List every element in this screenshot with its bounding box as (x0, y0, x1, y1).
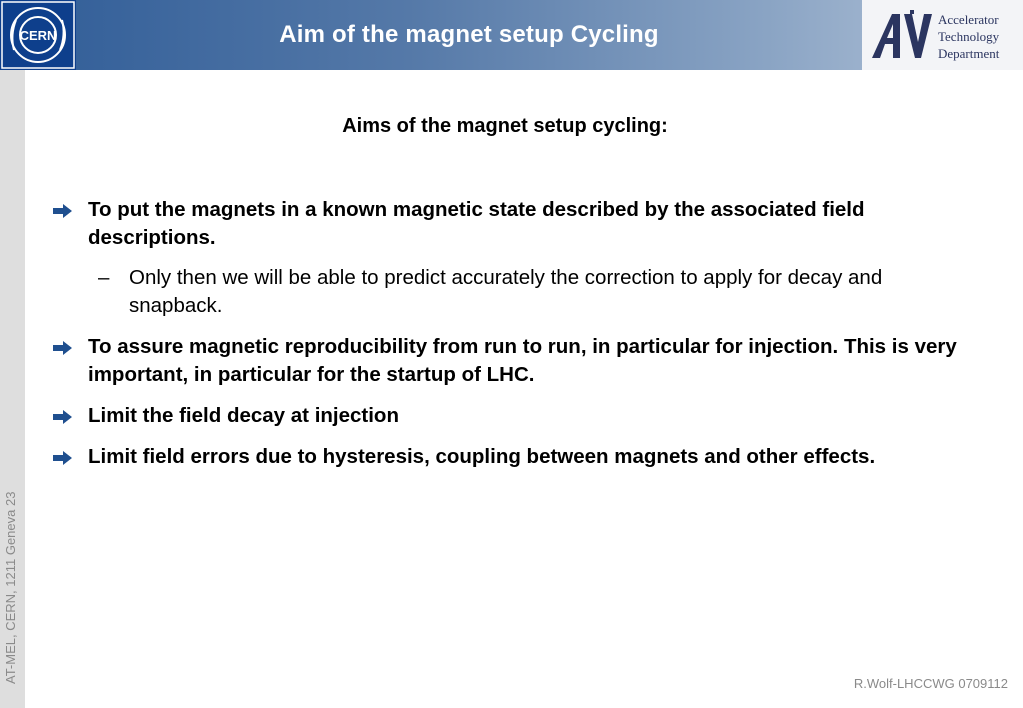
content-heading: Aims of the magnet setup cycling: (342, 115, 668, 137)
arrow-right-icon (52, 340, 74, 356)
sub-bullet-item (50, 264, 965, 320)
cern-logo-text: CERN (19, 28, 57, 43)
bullet-item (50, 443, 965, 471)
footer-credit: R.Wolf-LHCCWG 0709112 (853, 676, 1008, 691)
cern-logo (0, 0, 76, 70)
department-line-3: Department (938, 46, 1000, 61)
dash-marker: – (98, 266, 110, 289)
bullet-list (50, 196, 965, 484)
department-line-1: Accelerator (938, 12, 999, 27)
department-line-2: Technology (938, 29, 1000, 44)
arrow-right-icon (52, 203, 74, 219)
bullet-item (50, 196, 965, 252)
arrow-right-icon (52, 450, 74, 466)
bullet-text: To assure magnetic reproducibility from run to run, in particular for injection. This is very important, in particular for the startup of LHC. (88, 335, 957, 386)
sidebar-address: AT-MEL, CERN, 1211 Geneva 23 (3, 491, 18, 684)
slide-title: Aim of the magnet setup Cycling (279, 21, 659, 48)
bullet-item (50, 402, 965, 430)
sidebar (0, 70, 25, 708)
sub-bullet-text: Only then we will be able to predict accurately the correction to apply for decay and snapback. (129, 266, 883, 317)
bullet-text: Limit field errors due to hysteresis, coupling between magnets and other effects. (88, 445, 876, 468)
bullet-text: Limit the field decay at injection (88, 404, 399, 427)
arrow-right-icon (52, 409, 74, 425)
department-name (938, 11, 999, 62)
atd-logo (862, 0, 1023, 70)
bullet-item (50, 333, 965, 389)
bullet-text: To put the magnets in a known magnetic state described by the associated field descriptions. (88, 198, 865, 249)
header-bar (0, 0, 1023, 70)
